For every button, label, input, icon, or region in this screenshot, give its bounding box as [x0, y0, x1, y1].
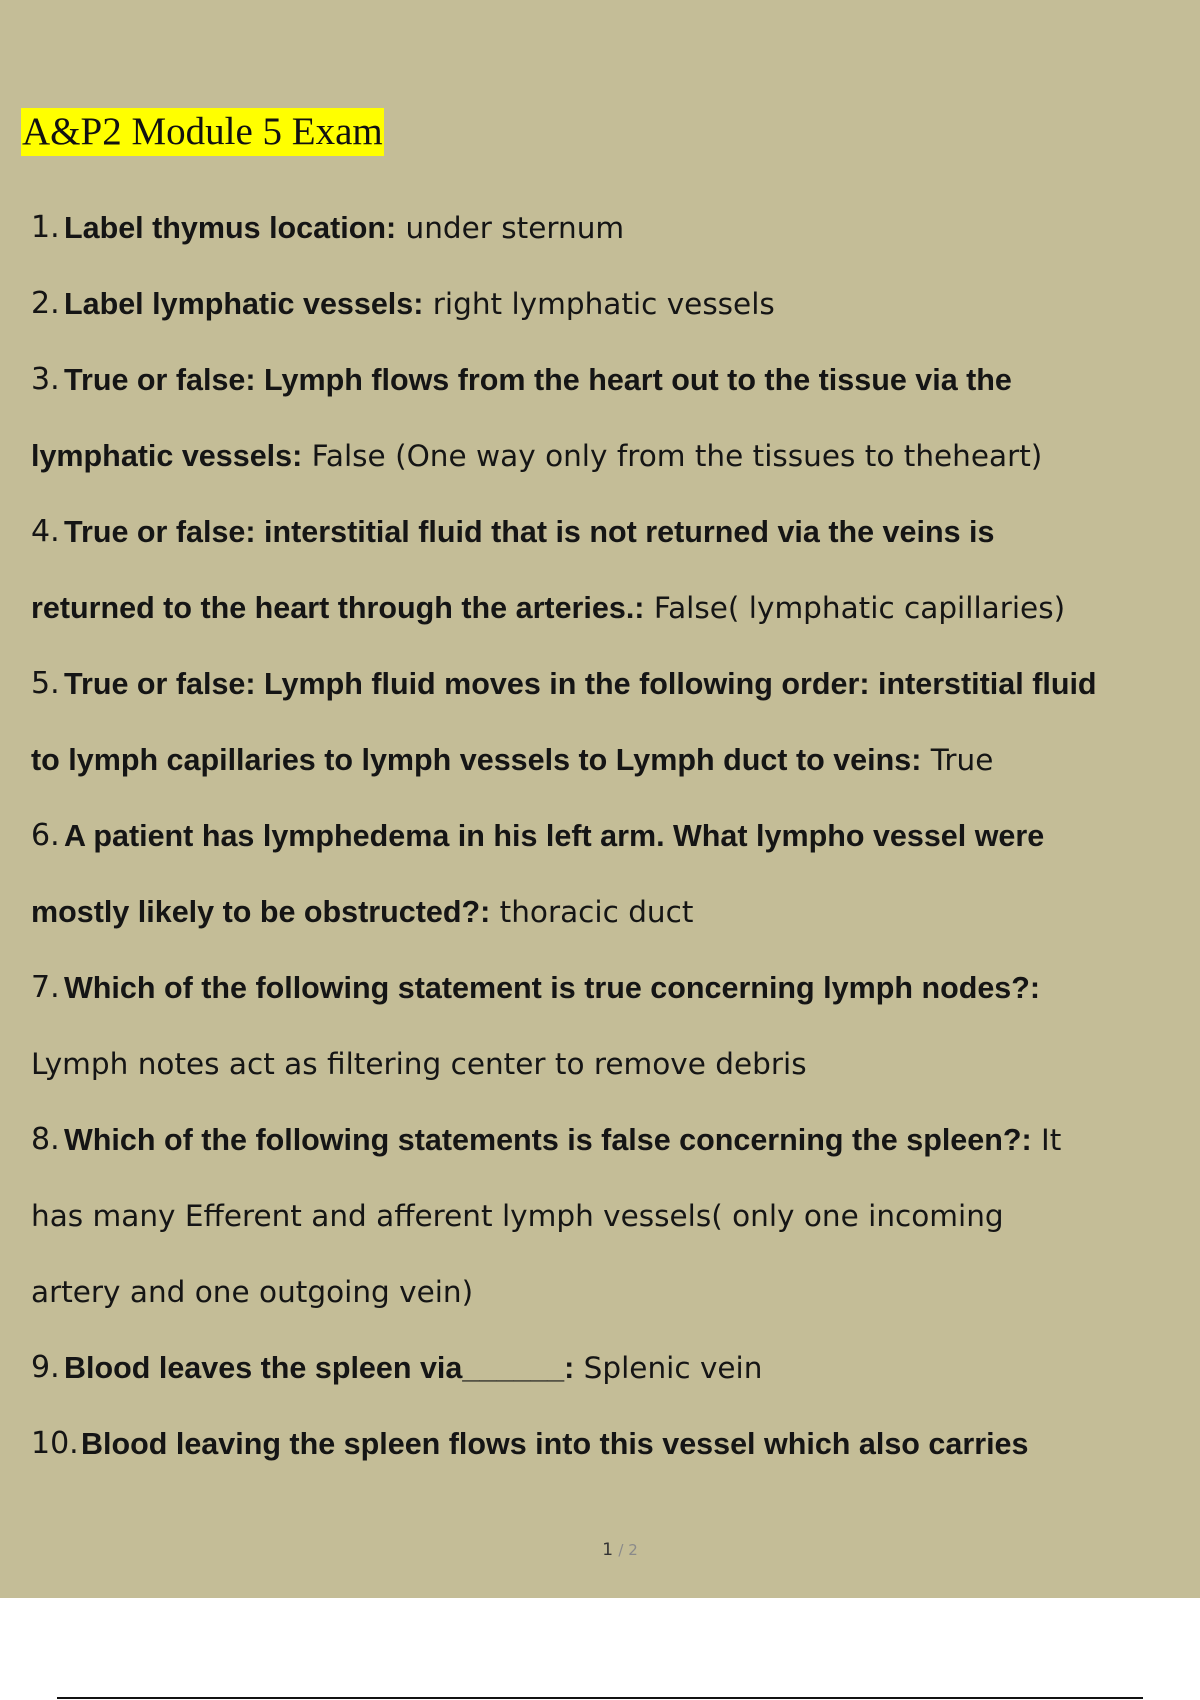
- question-text: mostly likely to be obstructed?:: [31, 895, 491, 929]
- question-text: Blood leaves the spleen via______:: [64, 1351, 575, 1385]
- question-text: Label lymphatic vessels:: [64, 287, 424, 321]
- question-line: [31, 1026, 1171, 1102]
- answer-text: right lymphatic vessels: [423, 287, 775, 321]
- question-line: [64, 342, 1171, 418]
- question-text: to lymph capillaries to lymph vessels to Lymph duct to veins:: [31, 743, 922, 777]
- current-page-number: 1: [602, 1540, 614, 1560]
- question-item: [31, 494, 1171, 646]
- question-number: 1.: [31, 210, 60, 245]
- question-item: [31, 950, 1171, 1102]
- question-item: [31, 798, 1171, 950]
- question-line: [64, 798, 1171, 874]
- question-text: Which of the following statement is true concerning lymph nodes?:: [64, 971, 1041, 1005]
- question-number: 5.: [31, 666, 60, 701]
- question-number: 10.: [31, 1426, 79, 1461]
- question-line: [81, 1406, 1171, 1482]
- question-text: True or false: Lymph flows from the heart out to the tissue via the: [64, 363, 1012, 397]
- question-number: 9.: [31, 1350, 60, 1385]
- question-item: [31, 342, 1171, 494]
- question-line: [31, 1254, 1171, 1330]
- answer-text: It: [1031, 1123, 1062, 1157]
- question-number: 8.: [31, 1122, 60, 1157]
- question-number: 7.: [31, 970, 60, 1005]
- question-line: [64, 1102, 1171, 1178]
- answer-text: True: [921, 743, 994, 777]
- answer-text: under sternum: [396, 211, 625, 245]
- question-item: [31, 1102, 1171, 1330]
- question-item: [31, 1330, 1171, 1406]
- answer-text: Lymph notes act as filtering center to remove debris: [31, 1047, 807, 1081]
- question-item: [31, 1406, 1171, 1482]
- total-pages: / 2: [618, 1541, 638, 1559]
- answer-text: thoracic duct: [490, 895, 694, 929]
- page-counter: [0, 1540, 1200, 1560]
- question-line: [31, 874, 1171, 950]
- question-line: [64, 266, 1171, 342]
- question-text: True or false: interstitial fluid that is not returned via the veins is: [64, 515, 995, 549]
- page-bottom-rule: [57, 1697, 1143, 1699]
- question-item: [31, 266, 1171, 342]
- question-text: lymphatic vessels:: [31, 439, 303, 473]
- answer-text: has many Efferent and afferent lymph vessels( only one incoming: [31, 1199, 1004, 1233]
- question-line: [31, 722, 1171, 798]
- question-text: True or false: Lymph fluid moves in the following order: interstitial fluid: [64, 667, 1097, 701]
- question-number: 6.: [31, 818, 60, 853]
- answer-text: Splenic vein: [574, 1351, 763, 1385]
- question-item: [31, 646, 1171, 798]
- question-list: [31, 190, 1171, 1482]
- question-number: 2.: [31, 286, 60, 321]
- document-title: A&P2 Module 5 Exam: [21, 108, 384, 156]
- question-line: [64, 646, 1171, 722]
- question-text: A patient has lymphedema in his left arm. What lympho vessel were: [64, 819, 1045, 853]
- question-line: [31, 418, 1171, 494]
- question-number: 3.: [31, 362, 60, 397]
- question-line: [64, 190, 1171, 266]
- question-text: Label thymus location:: [64, 211, 397, 245]
- question-text: Blood leaving the spleen flows into this vessel which also carries: [81, 1427, 1029, 1461]
- question-line: [64, 1330, 1171, 1406]
- question-text: returned to the heart through the arteries.:: [31, 591, 645, 625]
- question-line: [64, 950, 1171, 1026]
- answer-text: False (One way only from the tissues to theheart): [302, 439, 1043, 473]
- question-line: [31, 570, 1171, 646]
- question-number: 4.: [31, 514, 60, 549]
- question-line: [31, 1178, 1171, 1254]
- question-line: [64, 494, 1171, 570]
- answer-text: False( lymphatic capillaries): [644, 591, 1066, 625]
- question-text: Which of the following statements is false concerning the spleen?:: [64, 1123, 1032, 1157]
- answer-text: artery and one outgoing vein): [31, 1275, 474, 1309]
- question-item: [31, 190, 1171, 266]
